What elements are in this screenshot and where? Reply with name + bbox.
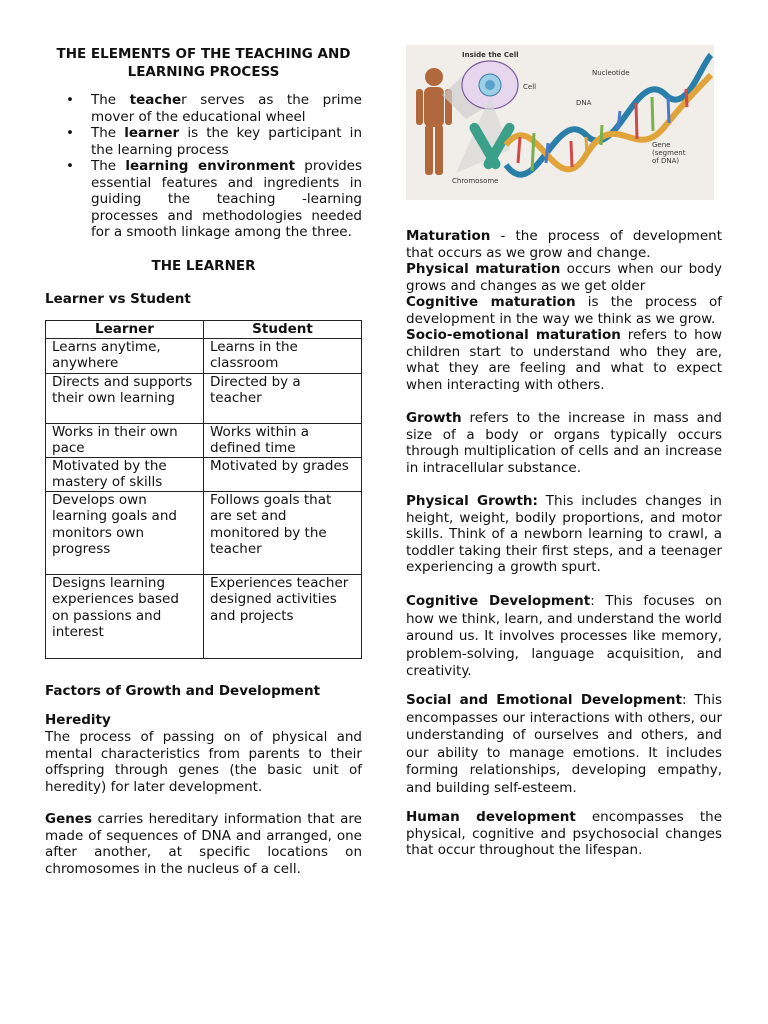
list-item: • The learning environment provides essential features and ingredients in guiding the teaching -learning processes and methodologies needed for a smooth linkage among the three.	[66, 158, 362, 240]
bullet-icon: •	[66, 125, 74, 141]
label-cell: Cell	[523, 83, 537, 91]
label-gene-line3: of DNA)	[652, 157, 680, 165]
social-emotional-development-paragraph: Social and Emotional Development: This encompasses our interactions with others, our understanding of ourselves and others, and our ability to manage emotions. It includes forming relationships, developing empathy, and building self-esteem.	[406, 692, 722, 796]
table-cell: Directed by a teacher	[204, 373, 362, 423]
label-nucleotide: Nucleotide	[592, 69, 630, 77]
heredity-heading: Heredity	[45, 712, 111, 728]
page-title-line2: LEARNING PROCESS	[127, 64, 280, 80]
table-cell: Motivated by the mastery of skills	[46, 457, 204, 491]
table-row	[46, 491, 362, 574]
table-cell: Follows goals that are set and monitored by the teacher	[204, 491, 362, 574]
factors-heading: Factors of Growth and Development	[45, 683, 321, 699]
table-cell: Works within a defined time	[204, 423, 362, 457]
physical-growth-paragraph: Physical Growth: This includes changes in height, weight, bodily proportions, and motor skills. Think of a newborn learning to crawl, a toddler taking their first steps, and a teenager experiencing a growth spurt.	[406, 493, 722, 575]
table-row	[46, 338, 362, 373]
table-cell: Learns anytime, anywhere	[46, 338, 204, 373]
table-header-row	[46, 321, 362, 339]
maturation-block	[406, 228, 722, 393]
heredity-paragraph: The process of passing on of physical and mental characteristics from parents to their offspring through genes (the basic unit of heredity) for later development.	[45, 729, 362, 795]
page-title	[45, 45, 362, 81]
list-item: • The learner is the key participant in the learning process	[66, 125, 362, 158]
label-chromosome: Chromosome	[452, 177, 499, 185]
dna-diagram-svg	[406, 45, 714, 200]
learner-vs-student-table	[45, 320, 362, 659]
table-cell: Works in their own pace	[46, 423, 204, 457]
socio-emotional-maturation-paragraph: Socio-emotional maturation refers to how children start to understand who they are, what they are feeling and what to expect when interacting with others.	[406, 327, 722, 393]
elements-bullet-list	[45, 92, 362, 241]
page-title-line1: THE ELEMENTS OF THE TEACHING AND	[56, 46, 351, 62]
bullet-icon: •	[66, 92, 74, 108]
learner-heading: THE LEARNER	[151, 258, 256, 274]
bullet-icon: •	[66, 158, 74, 174]
table-cell: Experiences teacher designed activities and projects	[204, 574, 362, 658]
label-dna: DNA	[576, 99, 592, 107]
table-cell: Motivated by grades	[204, 457, 362, 491]
table-header-student: Student	[204, 321, 362, 339]
label-inside-cell: Inside the Cell	[462, 51, 519, 59]
genes-paragraph: Genes carries hereditary information that are made of sequences of DNA and arranged, one after another, at specific locations on chromosomes in the nucleus of a cell.	[45, 811, 362, 877]
list-item: • The teacher serves as the prime mover of the educational wheel	[66, 92, 362, 125]
table-header-learner: Learner	[46, 321, 204, 339]
cognitive-maturation-paragraph: Cognitive maturation is the process of development in the way we think as we grow.	[406, 294, 722, 327]
label-gene-line2: (segment	[652, 149, 686, 157]
maturation-paragraph: Maturation - the process of development that occurs as we grow and change.	[406, 228, 722, 261]
table-cell: Directs and supports their own learning	[46, 373, 204, 423]
table-row	[46, 423, 362, 457]
learner-vs-student-heading: Learner vs Student	[45, 291, 191, 307]
dna-cell-illustration	[406, 45, 714, 200]
human-development-paragraph: Human development encompasses the physical, cognitive and psychosocial changes that occur throughout the lifespan.	[406, 809, 722, 858]
physical-maturation-paragraph: Physical maturation occurs when our body grows and changes as we get older	[406, 261, 722, 294]
table-cell: Designs learning experiences based on passions and interest	[46, 574, 204, 658]
table-row	[46, 574, 362, 658]
table-row	[46, 457, 362, 491]
table-cell: Develops own learning goals and monitors own progress	[46, 491, 204, 574]
table-cell: Learns in the classroom	[204, 338, 362, 373]
growth-paragraph: Growth refers to the increase in mass and size of a body or organs typically occurs through multiplication of cells and an increase in intracellular substance.	[406, 410, 722, 476]
label-gene-line1: Gene	[652, 141, 671, 149]
human-figure-icon	[416, 68, 452, 175]
cognitive-development-paragraph: Cognitive Development: This focuses on how we think, learn, and understand the world around us. It involves processes like memory, problem-solving, language acquisition, and creativity.	[406, 593, 722, 679]
table-row	[46, 373, 362, 423]
